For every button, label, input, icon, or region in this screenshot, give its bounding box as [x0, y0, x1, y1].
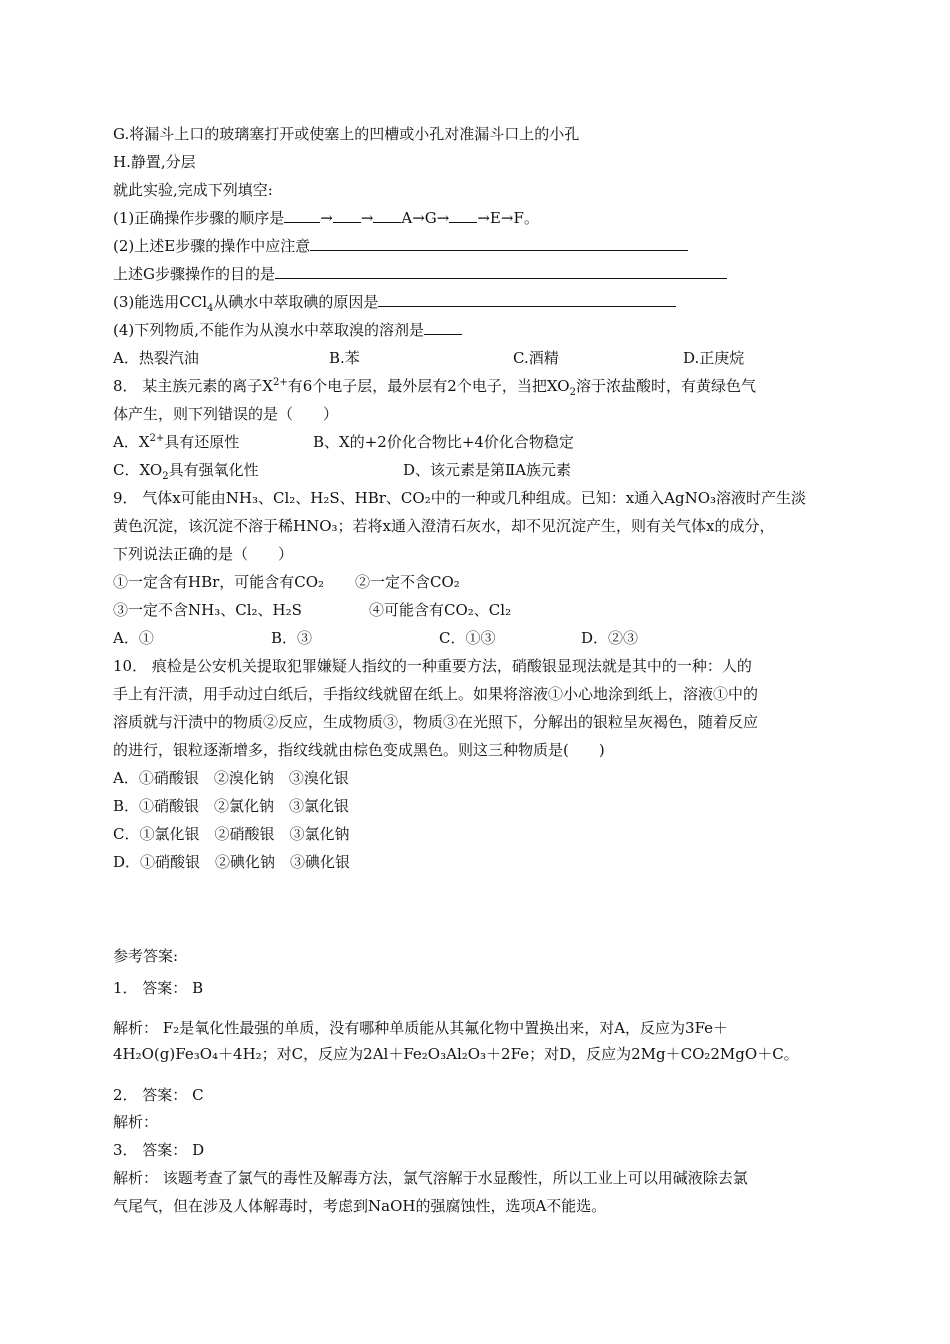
option-b: B、X的+2价化合物比+4价化合物稳定: [313, 433, 574, 451]
intro-text: 就此实验,完成下列填空:: [113, 181, 273, 199]
question-8-line-2: 体产生，则下列错误的是（ ）: [113, 405, 339, 423]
question-9-line-3: 下列说法正确的是（ ）: [113, 545, 294, 563]
explanation-2: 解析：: [113, 1113, 159, 1131]
answer-2: 2． 答案： C: [113, 1086, 204, 1104]
q4-options: [113, 348, 833, 368]
blank[interactable]: [275, 264, 727, 279]
option-d: D.正庚烷: [683, 349, 745, 367]
blank[interactable]: [424, 320, 462, 335]
question-2: (2)上述E步骤的操作中应注意: [113, 236, 688, 256]
q9-statements-row-2: [113, 600, 833, 620]
option-c: C．①③: [439, 629, 496, 647]
question-1: (1)正确操作步骤的顺序是 → → A→G→ →E→F。: [113, 209, 539, 227]
blank[interactable]: [449, 208, 477, 223]
q9-options: [113, 628, 833, 648]
blank[interactable]: [310, 236, 688, 251]
statement-1: ①一定含有HBr，可能含有CO₂: [113, 573, 325, 591]
option-a: A．$X^{2+}$具有还原性: [113, 433, 240, 451]
option-b: B.苯: [329, 349, 360, 367]
blank[interactable]: [373, 208, 401, 223]
question-3: (3)能选用CCl$_4$从碘水中萃取碘的原因是: [113, 292, 676, 312]
q8-options-row-1: [113, 432, 833, 452]
answers-title: 参考答案:: [113, 947, 179, 965]
answer-3: 3． 答案： D: [113, 1141, 205, 1159]
question-10-line-2: 手上有汗渍，用手动过白纸后，手指纹线就留在纸上。如果将溶液①小心地涂到纸上，溶液①中的: [113, 685, 759, 703]
q8-options-row-2: [113, 460, 833, 480]
question-10-line-1: 10． 痕检是公安机关提取犯罪嫌疑人指纹的一种重要方法，硝酸银显现法就是其中的一种：人的: [113, 657, 752, 675]
q10-option-c: C．①氯化银 ②硝酸银 ③氯化钠: [113, 825, 350, 843]
question-8-line-1: 8． 某主族元素的离子$X^{2+}$有6个电子层，最外层有2个电子，当把$XO_2$溶于浓盐酸时，有黄绿色气: [113, 377, 756, 398]
step-h: H.静置,分层: [113, 153, 196, 171]
q1-text: (1)正确操作步骤的顺序是: [113, 209, 285, 227]
option-c: C.酒精: [513, 349, 559, 367]
option-d: D、该元素是第ⅡA族元素: [403, 461, 572, 479]
q10-option-a: A．①硝酸银 ②溴化钠 ③溴化银: [113, 769, 349, 787]
answer-1: 1． 答案： B: [113, 979, 204, 997]
option-b: B．③: [271, 629, 313, 647]
option-d: D．②③: [581, 629, 639, 647]
explanation-1-line-2: 4H₂O(g)Fe₃O₄＋4H₂；对C，反应为2Al＋Fe₂O₃Al₂O₃＋2Fe；对D，反应为2Mg＋CO₂2MgO＋C。: [113, 1045, 799, 1063]
option-c: C．$XO_2$具有强氧化性: [113, 461, 259, 482]
q9-statements-row-1: [113, 572, 833, 592]
question-4: (4)下列物质,不能作为从溴水中萃取溴的溶剂是: [113, 320, 462, 340]
question-9-line-1: 9． 气体x可能由NH₃、Cl₂、H₂S、HBr、CO₂中的一种或几种组成。已知：x通入AgNO₃溶液时产生淡: [113, 489, 807, 507]
q10-option-d: D．①硝酸银 ②碘化钠 ③碘化银: [113, 853, 351, 871]
step-g: G.将漏斗上口的玻璃塞打开或使塞上的凹槽或小孔对准漏斗口上的小孔: [113, 125, 580, 143]
explanation-3-line-1: 解析： 该题考查了氯气的毒性及解毒方法，氯气溶解于水显酸性，所以工业上可以用碱液除去氯: [113, 1169, 748, 1187]
option-a: A．①: [113, 629, 154, 647]
question-10-line-3: 溶质就与汗渍中的物质②反应，生成物质③，物质③在光照下，分解出的银粒呈灰褐色，随着反应: [113, 713, 759, 731]
question-9-line-2: 黄色沉淀，该沉淀不溶于稀HNO₃；若将x通入澄清石灰水，却不见沉淀产生，则有关气体x的成分，: [113, 517, 775, 535]
blank[interactable]: [284, 208, 320, 223]
explanation-1-line-1: 解析： F₂是氧化性最强的单质，没有哪种单质能从其氟化物中置换出来，对A，反应为3Fe＋: [113, 1019, 729, 1037]
question-10-line-4: 的进行，银粒逐渐增多，指纹线就由棕色变成黑色。则这三种物质是( ): [113, 741, 605, 759]
blank[interactable]: [378, 292, 676, 307]
question-2b: 上述G步骤操作的目的是: [113, 264, 727, 284]
q10-option-b: B．①硝酸银 ②氯化钠 ③氯化银: [113, 797, 350, 815]
statement-2: ②一定不含CO₂: [355, 573, 460, 591]
blank[interactable]: [333, 208, 361, 223]
statement-4: ④可能含有CO₂、Cl₂: [369, 601, 512, 619]
option-a: A．热裂汽油: [113, 349, 199, 367]
statement-3: ③一定不含NH₃、Cl₂、H₂S: [113, 601, 302, 619]
explanation-3-line-2: 气尾气，但在涉及人体解毒时，考虑到NaOH的强腐蚀性，选项A不能选。: [113, 1197, 607, 1215]
